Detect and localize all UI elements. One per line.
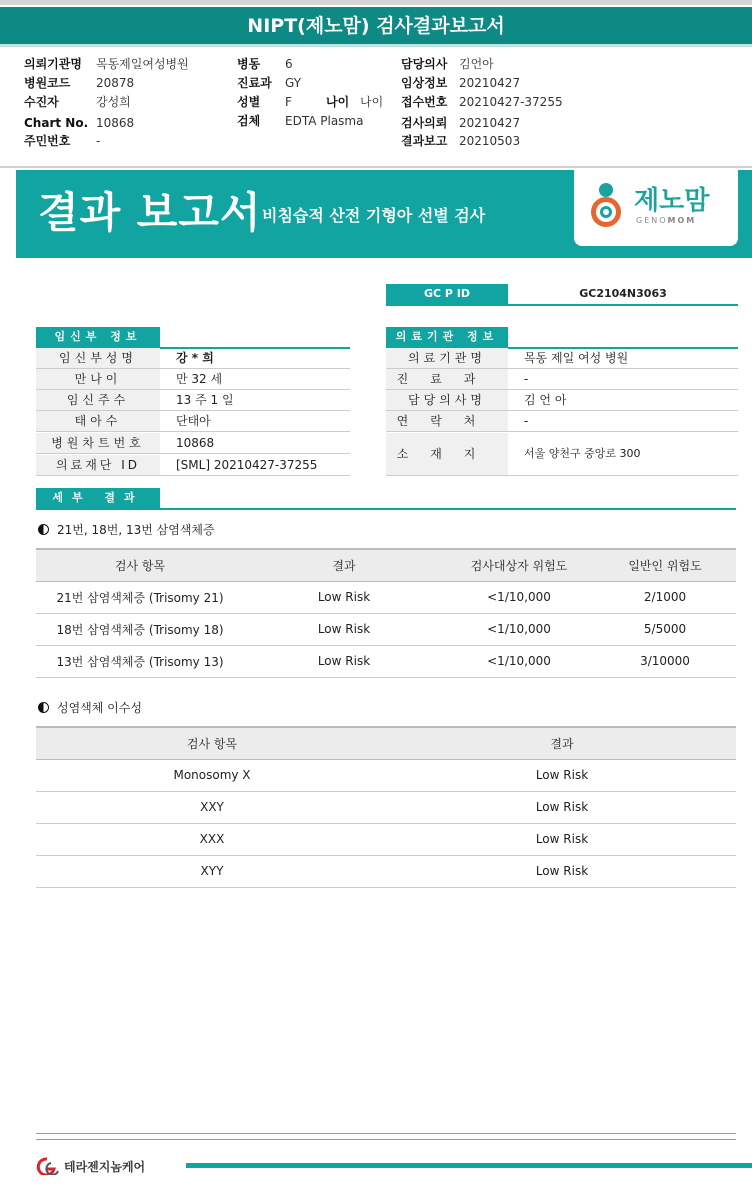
- pregnant-row-chart-number: 병원차트번호 10868: [36, 433, 350, 454]
- banner-subtitle: 비침습적 산전 기형아 선별 검사: [262, 206, 486, 225]
- footer-divider: [36, 1133, 736, 1134]
- theragen-logo: 테라젠지놈케어: [34, 1156, 145, 1176]
- table-row: XXX Low Risk: [36, 823, 736, 855]
- info-specimen: 검체 EDTA Plasma: [237, 114, 364, 128]
- col-header-result: 결과: [244, 549, 444, 581]
- table-row: 21번 삼염색체증 (Trisomy 21) Low Risk <1/10,000 2/1000: [36, 581, 736, 613]
- gcp-id-label: GC P ID: [386, 284, 508, 304]
- pregnant-row-age: 만나이 만 32 세: [36, 369, 350, 390]
- sex-chromosome-section-title: 성염색체 이수성: [38, 699, 142, 716]
- report-title: NIPT(제노맘) 검사결과보고서: [0, 7, 752, 47]
- result-report-banner: [16, 170, 752, 258]
- institution-info-heading: 의료기관 정보: [386, 327, 738, 349]
- detail-results-heading: 세부 결과: [36, 488, 736, 510]
- banner-title: 결과 보고서: [38, 188, 262, 237]
- info-test-request: 검사의뢰 20210427: [401, 116, 521, 130]
- trisomy-results-table: [36, 548, 736, 678]
- info-department: 진료과 GY: [237, 76, 302, 90]
- pregnant-info-heading: 임신부 정보: [36, 327, 350, 349]
- info-ward: 병동 6: [237, 57, 293, 71]
- trisomy-section-title: 21번, 18번, 13번 삼염색체증: [38, 521, 215, 538]
- footer-accent-bar: [186, 1163, 752, 1168]
- table-header-row: [36, 727, 736, 759]
- pregnant-info-table: [36, 348, 350, 476]
- info-doctor: 담당의사 김언아: [401, 57, 494, 71]
- pregnant-row-weeks: 임신주수 13 주 1 일: [36, 390, 350, 411]
- table-row: 13번 삼염색체증 (Trisomy 13) Low Risk <1/10,000 3/10000: [36, 645, 736, 677]
- half-circle-icon: [38, 524, 49, 535]
- institution-row-doctor: 담당의사명 김 언 아: [386, 390, 738, 411]
- table-row: Monosomy X Low Risk: [36, 759, 736, 791]
- table-header-row: [36, 549, 736, 581]
- table-row: XYY Low Risk: [36, 855, 736, 887]
- footer-divider: [36, 1139, 736, 1140]
- info-sex: 성별 F: [237, 95, 292, 109]
- col-header-test-item: 검사 항목: [36, 549, 244, 581]
- institution-row-department: 진료과 -: [386, 369, 738, 390]
- info-requesting-institution: 의뢰기관명 목동제일여성병원: [24, 57, 189, 71]
- table-row: XXY Low Risk: [36, 791, 736, 823]
- col-header-test-item: 검사 항목: [36, 727, 388, 759]
- theragen-mark-icon: [34, 1157, 60, 1175]
- info-resident-number: 주민번호 -: [24, 134, 101, 148]
- table-row: 18번 삼염색체증 (Trisomy 18) Low Risk <1/10,000 5/5000: [36, 613, 736, 645]
- genomom-mark-icon: [586, 180, 626, 228]
- info-age: 나이 나이: [326, 95, 384, 109]
- institution-row-name: 의료기관명 목동 제일 여성 병원: [386, 348, 738, 369]
- institution-row-address: 소재지 서울 양천구 중앙로 300: [386, 433, 738, 476]
- sex-chromosome-results-table: [36, 726, 736, 888]
- col-header-subject-risk: 검사대상자 위험도: [444, 549, 594, 581]
- info-result-report: 결과보고 20210503: [401, 134, 521, 148]
- half-circle-icon: [38, 702, 49, 713]
- info-clinical-info: 임상정보 20210427: [401, 76, 521, 90]
- info-patient-name: 수진자 강성희: [24, 95, 131, 109]
- pregnant-row-name: 임신부성명 강 * 희: [36, 348, 350, 369]
- info-chart-no: Chart No. 10868: [24, 116, 135, 130]
- logo-text: 제노맘: [634, 186, 710, 216]
- genomom-logo: [574, 170, 738, 246]
- institution-info-table: [386, 348, 738, 476]
- col-header-result: 결과: [388, 727, 736, 759]
- gcp-id-row: [386, 284, 738, 306]
- info-hospital-code: 병원코드 20878: [24, 76, 135, 90]
- info-receipt-number: 접수번호 20210427-37255: [401, 95, 563, 109]
- institution-row-contact: 연락처 -: [386, 411, 738, 432]
- col-header-general-risk: 일반인 위험도: [594, 549, 736, 581]
- pregnant-row-fetus-count: 태아수 단태아: [36, 411, 350, 432]
- pregnant-row-foundation-id: 의료재단 ID [SML] 20210427-37255: [36, 455, 350, 476]
- logo-subtext: GENOMOM: [636, 216, 697, 225]
- gcp-id-value: GC2104N3063: [579, 287, 667, 300]
